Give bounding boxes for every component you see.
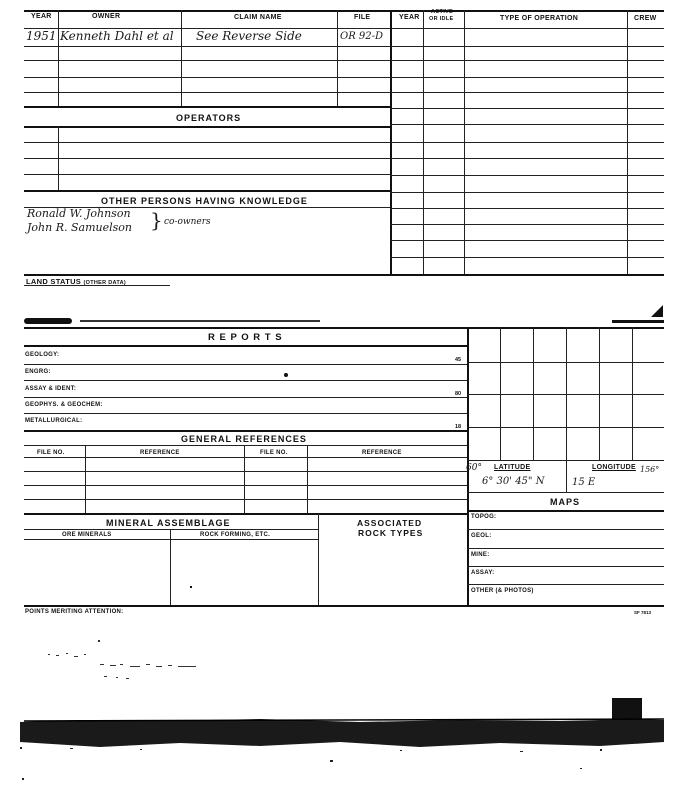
entry-year: 1951 — [26, 29, 57, 43]
entry-owner: Kenneth Dahl et al — [60, 29, 174, 43]
points-meriting-attention-label: POINTS MERITING ATTENTION: — [25, 609, 124, 615]
scan-artifact — [651, 305, 663, 317]
maps-other: OTHER (& PHOTOS) — [471, 588, 534, 594]
co-owners-brace: } — [150, 208, 163, 232]
col-header-year: YEAR — [31, 13, 52, 20]
col-header-crew: CREW — [634, 15, 657, 22]
co-owners-note: co-owners — [164, 217, 211, 227]
report-assay-label: ASSAY & IDENT: — [25, 386, 77, 392]
mineral-assemblage-title: MINERAL ASSEMBLAGE — [106, 518, 231, 528]
maps-title: MAPS — [550, 497, 581, 507]
gr-col-file-no-2: FILE NO. — [260, 450, 288, 456]
reports-title: R E P O R T S — [208, 332, 283, 343]
scan-artifact — [80, 320, 320, 322]
longitude-value: 15 E — [572, 477, 596, 488]
maps-mine: MINE: — [471, 552, 490, 558]
maps-geol: GEOL: — [471, 533, 492, 539]
report-metallurgical-label: METALLURGICAL: — [25, 418, 83, 424]
longitude-degree: 156° — [640, 465, 660, 474]
maps-assay: ASSAY: — [471, 570, 495, 576]
col-header-type-of-operation: TYPE OF OPERATION — [500, 15, 579, 22]
scan-noise — [0, 630, 678, 802]
gr-col-reference-2: REFERENCE — [362, 450, 402, 456]
report-geology-num: 45 — [455, 357, 462, 363]
gr-col-file-no: FILE NO. — [37, 450, 65, 456]
entry-file: OR 92-D — [340, 31, 384, 42]
report-engrg-label: ENGRG: — [25, 369, 51, 375]
scan-artifact — [24, 318, 72, 324]
latitude-label: LATITUDE — [494, 464, 531, 471]
col-header-year-right: YEAR — [399, 14, 420, 21]
ink-dot — [284, 373, 288, 377]
entry-claim-name: See Reverse Side — [196, 29, 302, 43]
latitude-value: 6° 30' 45" N — [482, 476, 545, 487]
col-header-owner: OWNER — [92, 13, 121, 20]
other-person-1: Ronald W. Johnson — [27, 207, 131, 220]
col-header-active: ACTIVE — [431, 9, 453, 15]
other-persons-title: OTHER PERSONS HAVING KNOWLEDGE — [101, 196, 308, 206]
ink-dot — [190, 586, 192, 588]
scan-artifact — [612, 320, 664, 323]
col-header-file: FILE — [354, 14, 371, 21]
report-geology-label: GEOLOGY: — [25, 352, 60, 358]
general-references-title: GENERAL REFERENCES — [181, 434, 307, 444]
gr-col-reference: REFERENCE — [140, 450, 180, 456]
longitude-label: LONGITUDE — [592, 464, 636, 471]
land-status-label: LAND STATUS (OTHER DATA) — [26, 277, 126, 286]
report-metallurgical-num: 18 — [455, 424, 462, 430]
latitude-degree: 60° — [466, 463, 482, 473]
ore-minerals-header: ORE MINERALS — [62, 532, 112, 538]
form-number: SF 7813 — [634, 610, 652, 615]
col-header-or-idle: OR IDLE — [429, 16, 454, 22]
associated-rock-types-line2: ROCK TYPES — [358, 528, 424, 538]
operators-title: OPERATORS — [176, 113, 242, 123]
maps-topog: TOPOG: — [471, 514, 497, 520]
rock-forming-header: ROCK FORMING, ETC. — [200, 532, 271, 538]
report-geophys-label: GEOPHYS. & GEOCHEM: — [25, 402, 103, 408]
report-assay-num: 80 — [455, 391, 462, 397]
other-person-2: John R. Samuelson — [27, 221, 132, 234]
associated-rock-types-line1: ASSOCIATED — [357, 518, 423, 528]
col-header-claim-name: CLAIM NAME — [234, 14, 282, 21]
